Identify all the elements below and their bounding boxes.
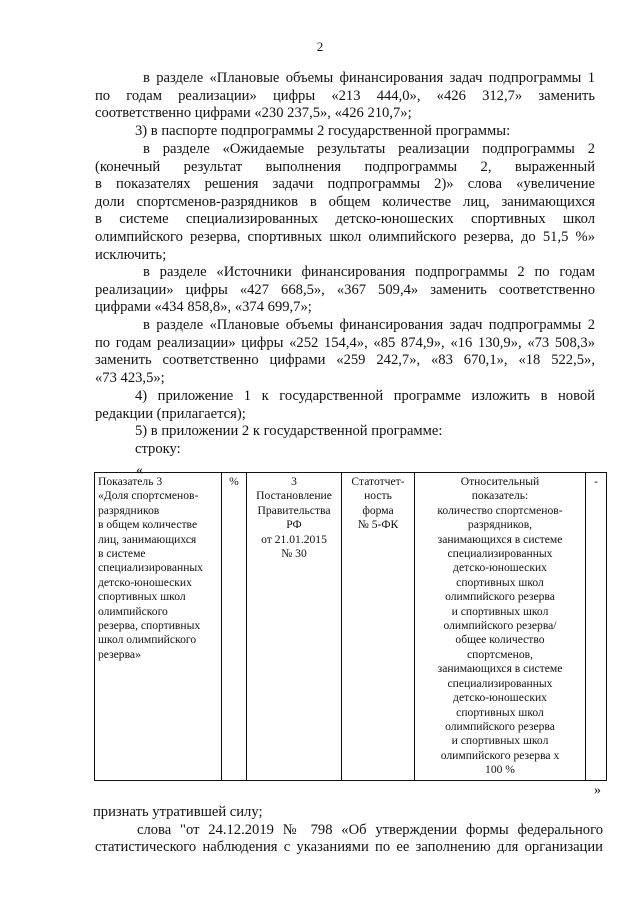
cell-line: РФ bbox=[286, 518, 302, 532]
page-number: 2 bbox=[316, 39, 324, 54]
indicator-row-table bbox=[94, 472, 607, 781]
text-line: признать утратившей силу; bbox=[93, 804, 263, 820]
cell-line: специализированных bbox=[98, 561, 203, 575]
text-line: по годам реализации» цифры «213 444,0», «426 312,7» заменить bbox=[95, 87, 595, 104]
text-line: 5) в приложении 2 к государственной программе: bbox=[135, 423, 443, 439]
paragraph-row-label bbox=[95, 441, 595, 459]
cell-line: олимпийского резерва bbox=[445, 719, 555, 733]
cell-line: ность bbox=[364, 489, 392, 503]
text-line: в разделе «Плановые объемы финансирования задач подпрограммы 1 bbox=[143, 70, 595, 86]
table-row bbox=[95, 473, 607, 781]
text-line: исключить; bbox=[95, 246, 167, 263]
text-line: редакции (прилагается); bbox=[95, 405, 246, 422]
text-line: доли спортсменов-разрядников в общем количестве лиц, занимающихся bbox=[95, 193, 595, 210]
cell-line: школ олимпийского bbox=[98, 633, 197, 647]
paragraph-plan-subprogram-1 bbox=[95, 70, 595, 123]
paragraph-passport-subprogram-2 bbox=[95, 123, 595, 141]
cell-line: олимпийского bbox=[98, 604, 168, 618]
cell-line: резерва, спортивных bbox=[98, 619, 201, 633]
cell-line: разрядников bbox=[98, 503, 160, 517]
cell-line: и спортивных школ bbox=[451, 604, 549, 618]
paragraph-expected-results bbox=[95, 141, 595, 264]
cell-line: Постановление bbox=[256, 489, 332, 503]
basis-cell bbox=[247, 473, 342, 781]
dash-cell bbox=[586, 473, 607, 781]
paragraph-appendix-1 bbox=[95, 388, 595, 423]
paragraph-appendix-2 bbox=[95, 423, 595, 441]
indicator-name-cell bbox=[95, 473, 222, 781]
cell-line: занимающихся в системе bbox=[437, 662, 563, 676]
cell-line: № 30 bbox=[281, 547, 307, 561]
text-line: реализации» цифры «427 668,5», «367 509,4» заменить соответственно bbox=[95, 281, 595, 298]
text-line: в системе специализированных детско-юношеских спортивных школ bbox=[95, 211, 595, 228]
cell-line: лиц, занимающихся bbox=[98, 532, 197, 546]
cell-line: Показатель 3 bbox=[98, 475, 163, 488]
cell-line: и спортивных школ bbox=[451, 734, 549, 748]
cell-line: общее количество bbox=[455, 633, 545, 647]
text-line: в разделе «Источники финансирования подпрограммы 2 по годам bbox=[143, 264, 595, 280]
cell-line: количество спортсменов- bbox=[437, 503, 563, 517]
cell-line: спортивных школ bbox=[456, 705, 544, 719]
text-line: статистического наблюдения с указаниями по ее заполнению для организации bbox=[95, 839, 603, 856]
cell-line: спортивных школ bbox=[456, 575, 544, 589]
unit-cell bbox=[222, 473, 247, 781]
text-line: цифрами «434 858,8», «374 699,7»; bbox=[95, 299, 312, 316]
cell-line: 100 % bbox=[485, 763, 515, 777]
text-line: «73 423,5»; bbox=[95, 369, 165, 386]
cell-line: специализированных bbox=[447, 547, 553, 561]
text-line: в разделе «Ожидаемые результаты реализации подпрограммы 2 bbox=[143, 141, 595, 157]
cell-line: спортивных школ bbox=[98, 590, 186, 604]
reporting-form-cell bbox=[342, 473, 415, 781]
text-line: олимпийского резерва, спортивных школ олимпийского резерва, до 51,5 %» bbox=[95, 228, 595, 245]
text-line: в разделе «Плановые объемы финансирования задач подпрограммы 2 bbox=[143, 317, 595, 333]
text-line: 4) приложение 1 к государственной программе изложить в новой bbox=[135, 388, 595, 404]
text-line: соответственно цифрами «230 237,5», «426 210,7»; bbox=[95, 105, 412, 122]
cell-line: специализированных bbox=[447, 676, 553, 690]
calculation-method-cell bbox=[415, 473, 586, 781]
text-line: в показателях решения задачи подпрограммы 2)» слова «увеличение bbox=[95, 176, 595, 193]
text-line: 3) в паспорте подпрограммы 2 государственной программы: bbox=[135, 123, 511, 139]
paragraph-invalidate bbox=[95, 804, 603, 857]
cell-line: разрядников, bbox=[467, 518, 533, 532]
cell-line: детско-юношеских bbox=[453, 691, 547, 705]
cell-line: Правительства bbox=[257, 503, 331, 517]
text-line: заменить соответственно цифрами «259 242,7», «83 670,1», «18 522,5», bbox=[95, 352, 595, 369]
cell-line: Статотчет- bbox=[351, 475, 405, 488]
text-line: слова "от 24.12.2019 № 798 «Об утверждении формы федерального bbox=[137, 821, 603, 838]
cell-line: детско-юношеских bbox=[453, 561, 547, 575]
cell-line: детско-юношеских bbox=[98, 575, 192, 589]
cell-line: показатель: bbox=[471, 489, 529, 503]
cell-line: форма bbox=[362, 503, 394, 517]
cell-line: - bbox=[594, 475, 598, 488]
text-line: строку: bbox=[135, 441, 181, 457]
cell-line: олимпийского резерва bbox=[445, 590, 555, 604]
cell-line: 3 bbox=[291, 475, 297, 488]
cell-line: от 21.01.2015 bbox=[261, 532, 327, 546]
cell-line: резерва» bbox=[98, 647, 141, 661]
closing-quote: » bbox=[594, 783, 601, 798]
cell-line: занимающихся в системе bbox=[437, 532, 563, 546]
paragraph-plan-subprogram-2 bbox=[95, 317, 595, 387]
cell-line: спортсменов, bbox=[466, 647, 533, 661]
paragraph-funding-sources bbox=[95, 264, 595, 317]
cell-line: в системе bbox=[98, 547, 146, 561]
text-line: по годам реализации» цифры «252 154,4», «85 874,9», «16 130,9», «73 508,3» bbox=[95, 334, 595, 351]
opening-quote: « bbox=[136, 463, 143, 478]
cell-line: олимпийского резерва х bbox=[440, 748, 560, 762]
cell-line: Относительный bbox=[460, 475, 540, 488]
cell-line: № 5-ФК bbox=[357, 518, 399, 532]
cell-line: % bbox=[229, 475, 239, 488]
cell-line: в общем количестве bbox=[98, 518, 198, 532]
cell-line: олимпийского резерва/ bbox=[443, 619, 557, 633]
text-line: (конечный результат выполнения подпрограммы 2, выраженный bbox=[95, 158, 595, 175]
cell-line: «Доля спортсменов- bbox=[98, 489, 199, 503]
